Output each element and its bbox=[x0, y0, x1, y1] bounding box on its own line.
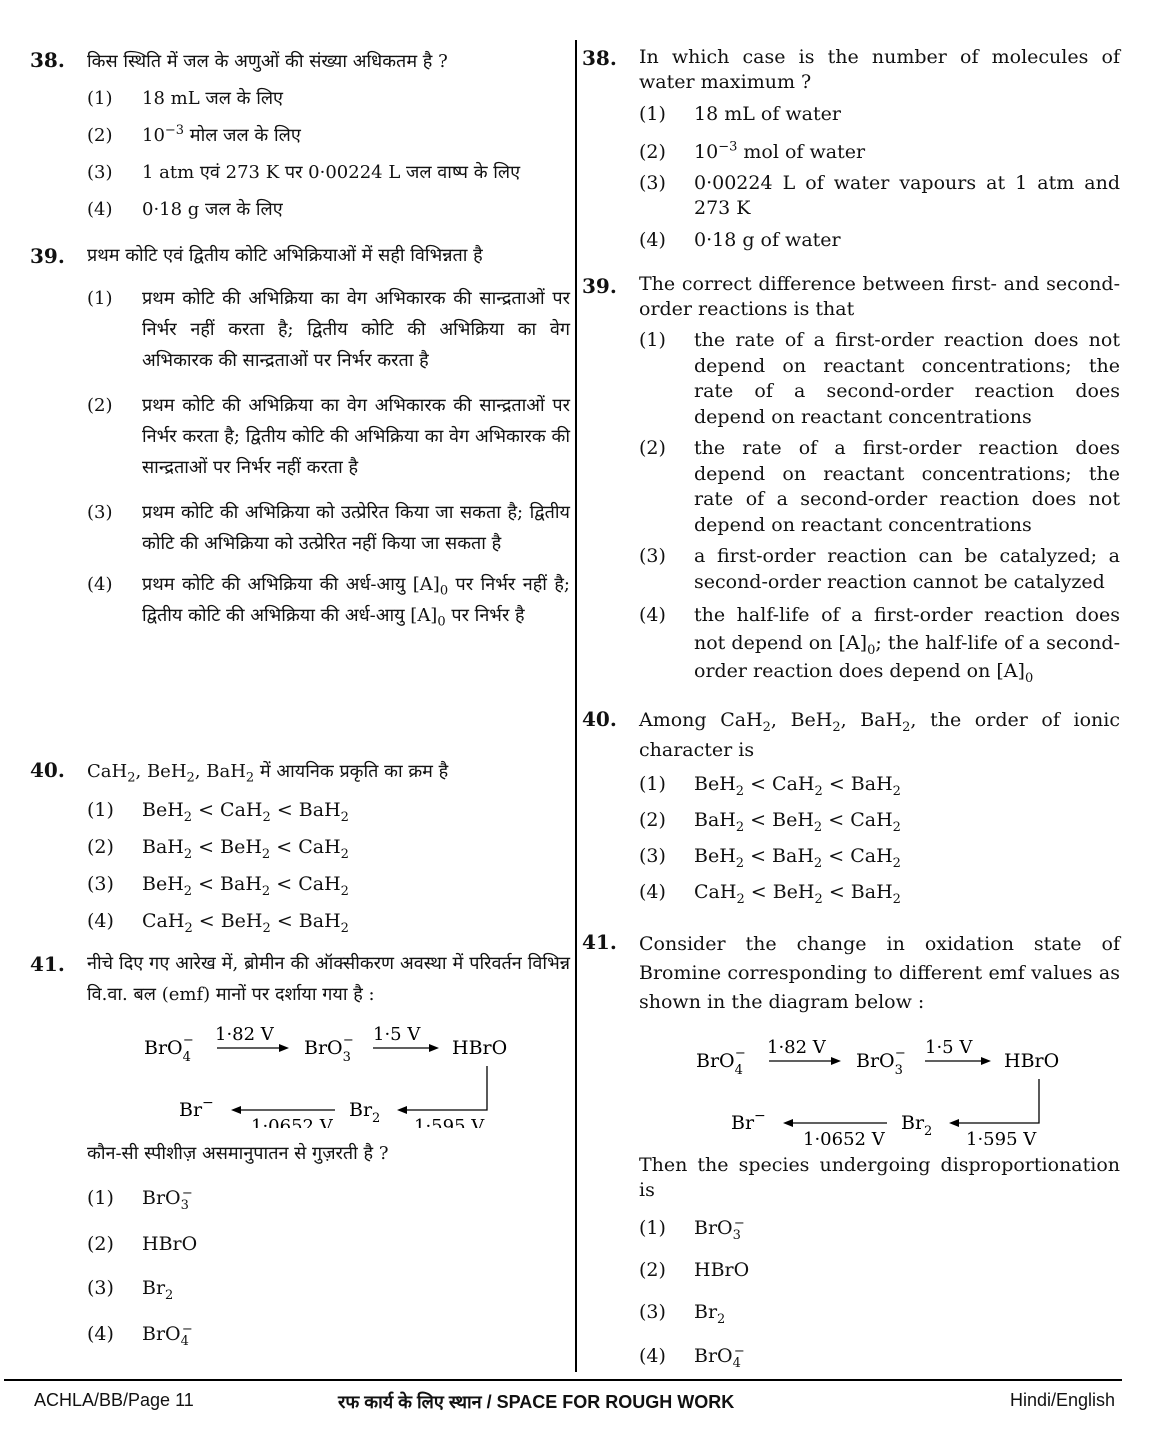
option-3[interactable]: (3) 1 atm एवं 273 K पर 0·00224 L जल वाष्प के लिए bbox=[87, 162, 521, 183]
question-41-hindi bbox=[30, 948, 570, 1347]
option-2[interactable]: (2) HBrO bbox=[87, 1233, 198, 1255]
species-bro4: BrO$_4$− bbox=[696, 1046, 746, 1078]
option-2[interactable]: (2) the rate of a first-order reaction does depend on reactant concentrations; the rate of a second-order reaction does not depend on reactant concentrations bbox=[639, 437, 1120, 536]
option-4[interactable]: (4) CaH$_2$ < BeH$_2$ < BaH$_2$ bbox=[639, 881, 901, 907]
english-column bbox=[582, 40, 1120, 1369]
option-1[interactable]: (1) 18 mL जल के लिए bbox=[87, 88, 284, 109]
question-number: 38. bbox=[30, 48, 65, 72]
option-1[interactable]: (1) 18 mL of water bbox=[639, 103, 841, 125]
option-4[interactable]: (4) the half-life of a first-order reaction does not depend on $[A]_0$; the half-life of a second-order reaction does depend on $[A]_0$ bbox=[639, 604, 1120, 686]
question-number: 38. bbox=[582, 46, 617, 70]
question-number: 39. bbox=[582, 274, 617, 298]
option-2[interactable]: (2) BaH$_2$ < BeH$_2$ < CaH$_2$ bbox=[87, 836, 349, 862]
option-1[interactable]: (1) BrO$_3$− bbox=[87, 1185, 193, 1213]
language-label: Hindi/English bbox=[1010, 1390, 1116, 1410]
option-3[interactable]: (3) BeH$_2$ < BaH$_2$ < CaH$_2$ bbox=[639, 845, 901, 871]
column-divider bbox=[575, 40, 577, 1372]
question-text: Among CaH$_2$, BeH$_2$, BaH$_2$, the order of ionic character is bbox=[639, 709, 1120, 761]
emf-4: 1·0652 V bbox=[803, 1129, 885, 1145]
option-4[interactable]: (4) 0·18 g of water bbox=[639, 229, 841, 251]
footer-rule bbox=[4, 1379, 1122, 1381]
question-text: नीचे दिए गए आरेख में, ब्रोमीन की ऑक्सीकरण अवस्था में परिवर्तन विभिन्न वि.वा. बल (emf) मानों पर दर्शाया गया है : bbox=[87, 953, 570, 1005]
question-text: प्रथम कोटि एवं द्वितीय कोटि अभिक्रियाओं में सही विभिन्नता है bbox=[87, 245, 483, 266]
emf-3: 1·595 V bbox=[414, 1116, 485, 1128]
option-2[interactable]: (2) $10^{-3}$ mol of water bbox=[639, 139, 866, 163]
page-id: ACHLA/BB/Page 11 bbox=[34, 1390, 194, 1410]
bromine-latimer-diagram bbox=[639, 1017, 1119, 1145]
emf-1: 1·82 V bbox=[215, 1024, 274, 1045]
species-bro3: BrO$_3$− bbox=[304, 1033, 354, 1065]
question-number: 41. bbox=[582, 930, 617, 954]
option-4[interactable]: (4) CaH$_2$ < BeH$_2$ < BaH$_2$ bbox=[87, 910, 349, 936]
arrowhead-2 bbox=[981, 1057, 991, 1065]
question-number: 40. bbox=[30, 758, 65, 782]
question-41-english bbox=[582, 930, 1120, 1369]
option-3[interactable]: (3) BeH$_2$ < BaH$_2$ < CaH$_2$ bbox=[87, 873, 349, 899]
arrowhead-1 bbox=[831, 1057, 841, 1065]
question-number: 41. bbox=[30, 952, 65, 976]
option-1[interactable]: (1) BeH$_2$ < CaH$_2$ < BaH$_2$ bbox=[87, 799, 349, 825]
emf-2: 1·5 V bbox=[925, 1037, 973, 1058]
question-39-hindi bbox=[30, 236, 570, 756]
option-4[interactable]: (4) 0·18 g जल के लिए bbox=[87, 199, 283, 220]
option-3[interactable]: (3) $Br_2$ bbox=[639, 1301, 726, 1327]
arrowhead-3 bbox=[397, 1106, 407, 1114]
option-2[interactable]: (2) BaH$_2$ < BeH$_2$ < CaH$_2$ bbox=[639, 809, 901, 835]
option-4[interactable]: (4) प्रथम कोटि की अभिक्रिया की अर्ध-आयु $[A]_0$ पर निर्भर नहीं है; द्वितीय कोटि की अभिक्रिया की अर्ध-आयु $[A]_0$ पर निर्भर है bbox=[87, 574, 570, 630]
species-bro3: BrO$_3$− bbox=[856, 1046, 906, 1078]
hindi-column bbox=[30, 40, 570, 1347]
species-hbro: HBrO bbox=[1004, 1050, 1060, 1072]
question-text: In which case is the number of molecules of water maximum ? bbox=[639, 46, 1120, 93]
option-1[interactable]: (1) BrO$_3$− bbox=[639, 1215, 745, 1243]
option-4[interactable]: (4) BrO$_4$− bbox=[639, 1343, 745, 1371]
option-3[interactable]: (3) $Br_2$ bbox=[87, 1277, 174, 1303]
arrowhead-4 bbox=[231, 1106, 241, 1114]
emf-diagram bbox=[639, 1017, 1120, 1145]
arrowhead-3 bbox=[949, 1119, 959, 1127]
arrowhead-1 bbox=[279, 1044, 289, 1052]
question-38-hindi bbox=[30, 40, 570, 236]
species-hbro: HBrO bbox=[452, 1037, 508, 1059]
question-40-english bbox=[582, 705, 1120, 930]
emf-2: 1·5 V bbox=[373, 1024, 421, 1045]
option-2[interactable]: (2) HBrO bbox=[639, 1259, 750, 1281]
option-3[interactable]: (3) a first-order reaction can be catalyzed; a second-order reaction cannot be catalyzed bbox=[639, 545, 1120, 593]
arrowhead-2 bbox=[429, 1044, 439, 1052]
species-bromide: Br− bbox=[179, 1095, 214, 1121]
question-text: CaH$_2$, BeH$_2$, BaH$_2$ में आयनिक प्रकृति का क्रम है bbox=[87, 761, 449, 786]
question-text: Consider the change in oxidation state of Bromine corresponding to different emf values as shown in the diagram below : bbox=[639, 933, 1120, 1013]
arrow-3 bbox=[405, 1066, 487, 1110]
option-1[interactable]: (1) BeH$_2$ < CaH$_2$ < BaH$_2$ bbox=[639, 773, 901, 799]
option-1[interactable]: (1) प्रथम कोटि की अभिक्रिया का वेग अभिकारक की सान्द्रताओं पर निर्भर नहीं करता है; द्वितीय कोटि की अभिक्रिया का वेग अभिकारक की सान्द्रताओं पर निर्भर करता है bbox=[87, 288, 570, 371]
question-38-english bbox=[582, 40, 1120, 272]
question-number: 40. bbox=[582, 707, 617, 731]
question-prompt: Then the species undergoing disproportionation is bbox=[639, 1154, 1120, 1201]
species-br2: $Br_2$ bbox=[901, 1112, 933, 1139]
question-text: किस स्थिति में जल के अणुओं की संख्या अधिकतम है ? bbox=[87, 51, 448, 72]
question-number: 39. bbox=[30, 244, 65, 268]
arrow-3 bbox=[957, 1079, 1039, 1123]
option-3[interactable]: (3) 0·00224 L of water vapours at 1 atm and 273 K bbox=[639, 172, 1120, 219]
question-40-hindi bbox=[30, 756, 570, 948]
emf-3: 1·595 V bbox=[966, 1129, 1037, 1145]
emf-4: 1·0652 V bbox=[251, 1116, 333, 1128]
question-prompt: कौन-सी स्पीशीज़ असमानुपातन से गुज़रती है ? bbox=[87, 1143, 389, 1164]
rough-work-label: रफ कार्य के लिए स्थान / SPACE FOR ROUGH WORK bbox=[338, 1392, 735, 1412]
question-text: The correct difference between first- and second-order reactions is that bbox=[639, 273, 1120, 320]
option-2[interactable]: (2) $10^{-3}$ मोल जल के लिए bbox=[87, 123, 301, 146]
arrowhead-4 bbox=[783, 1119, 793, 1127]
emf-diagram bbox=[87, 1010, 570, 1128]
species-br2: $Br_2$ bbox=[349, 1099, 381, 1126]
option-2[interactable]: (2) प्रथम कोटि की अभिक्रिया का वेग अभिकारक की सान्द्रताओं पर निर्भर करता है; द्वितीय कोटि की अभिक्रिया का वेग अभिकारक की सान्द्रताओं पर निर्भर नहीं करता है bbox=[87, 395, 570, 478]
emf-1: 1·82 V bbox=[767, 1037, 826, 1058]
question-39-english bbox=[582, 272, 1120, 705]
option-1[interactable]: (1) the rate of a first-order reaction does not depend on reactant concentrations; the rate of a second-order reaction does depend on reactant concentrations bbox=[639, 329, 1120, 428]
bromine-latimer-diagram bbox=[87, 1010, 567, 1128]
option-4[interactable]: (4) BrO$_4$− bbox=[87, 1321, 193, 1349]
species-bromide: Br− bbox=[731, 1108, 766, 1134]
option-3[interactable]: (3) प्रथम कोटि की अभिक्रिया को उत्प्रेरित किया जा सकता है; द्वितीय कोटि की अभिक्रिया को उत्प्रेरित नहीं किया जा सकता है bbox=[87, 502, 570, 554]
species-bro4: BrO$_4$− bbox=[144, 1033, 194, 1065]
